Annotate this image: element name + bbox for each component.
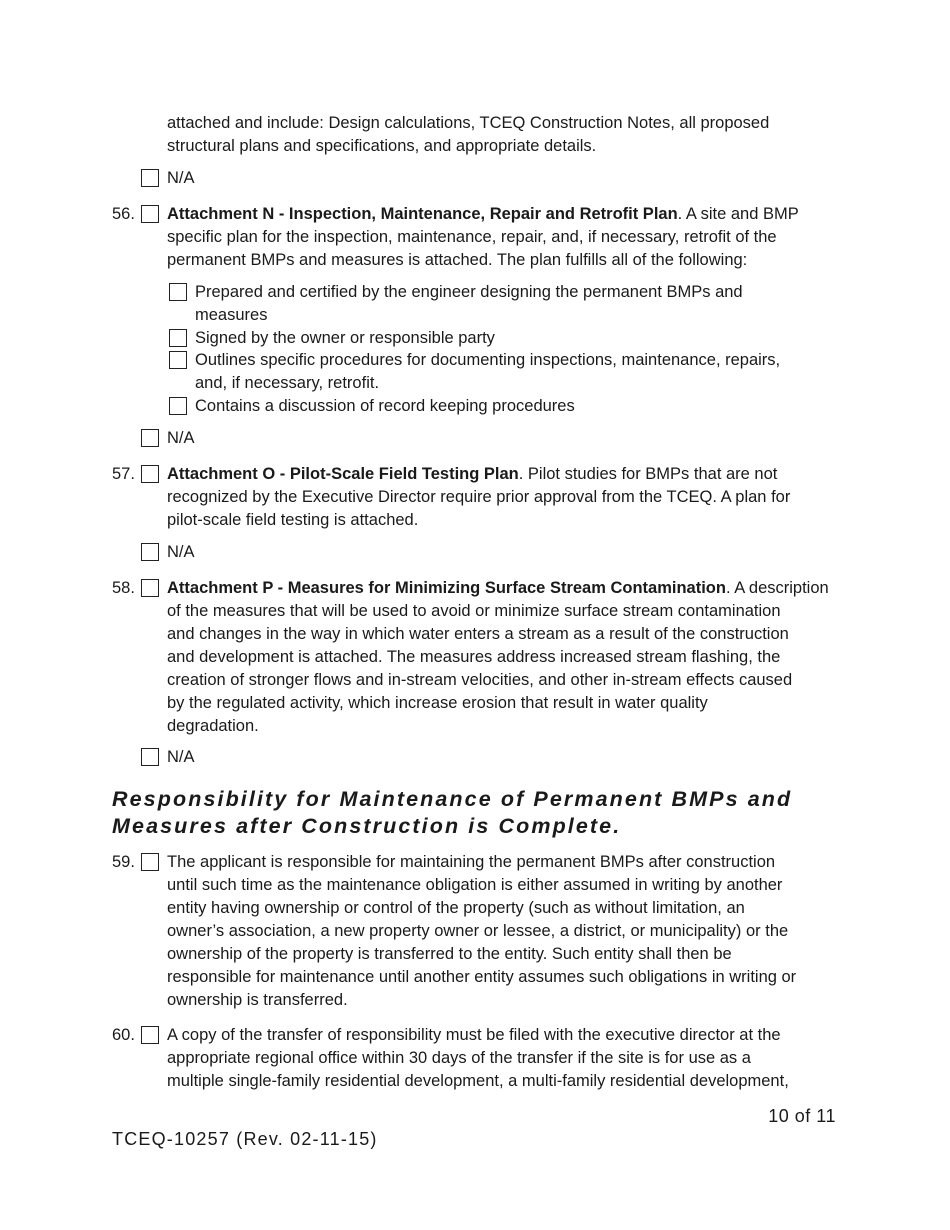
item-56-sub-3-line-1: Outlines specific procedures for documenting inspections, maintenance, repairs, bbox=[195, 351, 781, 369]
item-59-line-4: owner’s association, a new property owner or lessee, a district, or municipality) or the bbox=[167, 922, 789, 940]
item-56-sub-3-checkbox[interactable] bbox=[169, 351, 187, 369]
item-58-line-6: degradation. bbox=[167, 717, 259, 735]
item-56-na-label: N/A bbox=[167, 429, 195, 447]
intro-na-checkbox[interactable] bbox=[141, 169, 159, 187]
item-57-na-checkbox[interactable] bbox=[141, 543, 159, 561]
item-56-line-2: permanent BMPs and measures is attached. The plan fulfills all of the following: bbox=[167, 251, 748, 269]
item-58-title-rest: . A description bbox=[725, 579, 829, 597]
item-56-sub-1-line-2: measures bbox=[195, 306, 268, 324]
item-58-na-checkbox[interactable] bbox=[141, 748, 159, 766]
item-57-line-1: recognized by the Executive Director require prior approval from the TCEQ. A plan for bbox=[167, 488, 791, 506]
item-56-sub-1-checkbox[interactable] bbox=[169, 283, 187, 301]
item-58-line-1: of the measures that will be used to avoid or minimize surface stream contamination bbox=[167, 602, 781, 620]
item-58-checkbox[interactable] bbox=[141, 579, 159, 597]
item-58-line-2: and changes in the way in which water enters a stream as a result of the construction bbox=[167, 625, 789, 643]
item-58-number: 58. bbox=[112, 579, 135, 597]
item-58-line-3: and development is attached. The measures address increased stream flashing, the bbox=[167, 648, 781, 666]
item-57-title-line bbox=[167, 463, 777, 486]
item-56-title-rest: . A site and BMP bbox=[677, 205, 799, 223]
item-59-line-5: ownership of the property is transferred to the entity. Such entity shall then be bbox=[167, 945, 732, 963]
item-58-title-line bbox=[167, 577, 829, 600]
item-59-line-1: The applicant is responsible for maintaining the permanent BMPs after construction bbox=[167, 853, 776, 871]
item-58-line-5: by the regulated activity, which increase erosion that result in water quality bbox=[167, 694, 708, 712]
item-57-line-2: pilot-scale field testing is attached. bbox=[167, 511, 419, 529]
item-60-line-1: A copy of the transfer of responsibility must be filed with the executive director at the bbox=[167, 1026, 781, 1044]
page-number: 10 of 11 bbox=[768, 1106, 836, 1126]
item-59-line-3: entity having ownership or control of the property (such as without limitation, an bbox=[167, 899, 745, 917]
item-57-title-rest: . Pilot studies for BMPs that are not bbox=[518, 465, 778, 483]
intro-line-1: attached and include: Design calculations, TCEQ Construction Notes, all proposed bbox=[167, 114, 770, 132]
item-59-line-7: ownership is transferred. bbox=[167, 991, 348, 1009]
item-59-checkbox[interactable] bbox=[141, 853, 159, 871]
item-58-na-label: N/A bbox=[167, 748, 195, 766]
intro-na-label: N/A bbox=[167, 169, 195, 187]
item-58-line-4: creation of stronger flows and in-stream velocities, and other in-stream effects caused bbox=[167, 671, 793, 689]
section-heading-line-1: Responsibility for Maintenance of Permanent BMPs and bbox=[112, 787, 793, 811]
item-56-sub-2-checkbox[interactable] bbox=[169, 329, 187, 347]
item-60-line-3: multiple single-family residential development, a multi-family residential development, bbox=[167, 1072, 789, 1090]
item-60-line-2: appropriate regional office within 30 days of the transfer if the site is for use as a bbox=[167, 1049, 751, 1067]
item-56-title-line bbox=[167, 203, 799, 226]
item-56-sub-4-line-1: Contains a discussion of record keeping procedures bbox=[195, 397, 575, 415]
item-59-line-2: until such time as the maintenance obligation is either assumed in writing by another bbox=[167, 876, 783, 894]
intro-line-2: structural plans and specifications, and appropriate details. bbox=[167, 137, 597, 155]
item-59-line-6: responsible for maintenance until another entity assumes such obligations in writing or bbox=[167, 968, 797, 986]
item-56-title: Attachment N - Inspection, Maintenance, Repair and Retrofit Plan bbox=[167, 205, 678, 223]
item-60-number: 60. bbox=[112, 1026, 135, 1044]
item-56-number: 56. bbox=[112, 205, 135, 223]
item-56-sub-4-checkbox[interactable] bbox=[169, 397, 187, 415]
item-59-number: 59. bbox=[112, 853, 135, 871]
item-56-sub-3-line-2: and, if necessary, retrofit. bbox=[195, 374, 380, 392]
item-58-title: Attachment P - Measures for Minimizing Surface Stream Contamination bbox=[167, 579, 726, 597]
item-56-line-1: specific plan for the inspection, maintenance, repair, and, if necessary, retrofit of the bbox=[167, 228, 777, 246]
item-56-sub-1-line-1: Prepared and certified by the engineer designing the permanent BMPs and bbox=[195, 283, 743, 301]
item-57-number: 57. bbox=[112, 465, 135, 483]
item-56-na-checkbox[interactable] bbox=[141, 429, 159, 447]
form-id: TCEQ-10257 (Rev. 02-11-15) bbox=[112, 1129, 378, 1149]
item-57-checkbox[interactable] bbox=[141, 465, 159, 483]
item-60-checkbox[interactable] bbox=[141, 1026, 159, 1044]
item-56-sub-2-line-1: Signed by the owner or responsible party bbox=[195, 329, 495, 347]
item-56-checkbox[interactable] bbox=[141, 205, 159, 223]
section-heading bbox=[112, 786, 792, 839]
item-57-title: Attachment O - Pilot-Scale Field Testing Plan bbox=[167, 465, 519, 483]
item-57-na-label: N/A bbox=[167, 543, 195, 561]
section-heading-line-2: Measures after Construction is Complete. bbox=[112, 813, 622, 838]
